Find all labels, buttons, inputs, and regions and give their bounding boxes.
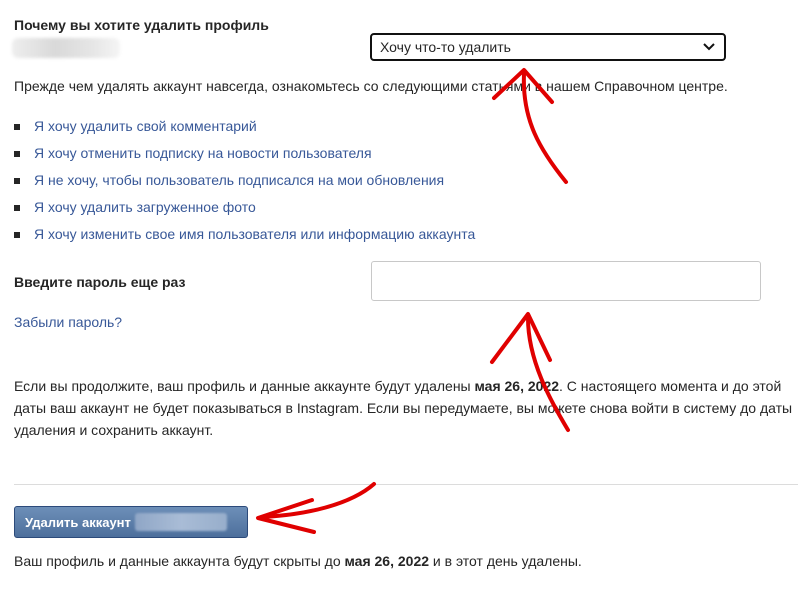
bullet-icon bbox=[14, 205, 20, 211]
arrow-annotation-button-head bbox=[258, 500, 314, 532]
bullet-icon bbox=[14, 232, 20, 238]
footer-text: Ваш профиль и данные аккаунта будут скрыты до bbox=[14, 553, 345, 569]
footer-note bbox=[14, 553, 582, 569]
bullet-icon bbox=[14, 124, 20, 130]
help-links-list bbox=[14, 112, 475, 247]
list-item bbox=[14, 193, 475, 220]
footer-date: мая 26, 2022 bbox=[344, 553, 430, 569]
list-item bbox=[14, 112, 475, 139]
list-item bbox=[14, 139, 475, 166]
reason-select[interactable] bbox=[370, 33, 726, 61]
help-link[interactable]: Я хочу изменить свое имя пользователя или информацию аккаунта bbox=[34, 225, 476, 242]
deletion-warning bbox=[14, 375, 794, 441]
delete-account-button[interactable] bbox=[14, 506, 248, 538]
list-item bbox=[14, 220, 475, 247]
reason-select-value: Хочу что-то удалить bbox=[380, 39, 511, 55]
bullet-icon bbox=[14, 151, 20, 157]
divider bbox=[14, 484, 798, 485]
help-link[interactable]: Я хочу отменить подписку на новости пользователя bbox=[34, 144, 372, 161]
warning-text: Если вы продолжите, ваш профиль и данные аккаунте будут удалены bbox=[14, 378, 475, 394]
arrow-annotation-password-head bbox=[492, 314, 550, 362]
reason-label: Почему вы хотите удалить профиль bbox=[14, 17, 269, 33]
chevron-down-icon bbox=[702, 40, 716, 54]
help-link[interactable]: Я хочу удалить загруженное фото bbox=[34, 198, 256, 215]
password-input[interactable] bbox=[371, 261, 761, 301]
forgot-password-link[interactable]: Забыли пароль? bbox=[14, 314, 123, 330]
blurred-username bbox=[12, 38, 120, 58]
warning-text-cont: . С настоящего момента и до этой даты ваш аккаунт не будет показываться в Instagram. Если вы передумаете, вы можете снова войти в систему до даты удаления и сохранить аккаунт. bbox=[14, 378, 793, 438]
blurred-username-in-button bbox=[135, 513, 227, 531]
warning-date: мая 26, 2022 bbox=[474, 378, 560, 394]
help-link[interactable]: Я хочу удалить свой комментарий bbox=[34, 117, 257, 134]
arrow-annotation-button bbox=[262, 484, 374, 517]
delete-button-label: Удалить аккаунт bbox=[25, 514, 131, 530]
footer-text-cont: и в этот день удалены. bbox=[429, 553, 582, 569]
intro-text: Прежде чем удалять аккаунт навсегда, ознакомьтесь со следующими статьями в нашем Справочном центре. bbox=[14, 78, 728, 94]
help-link[interactable]: Я не хочу, чтобы пользователь подписался на мои обновления bbox=[34, 171, 445, 188]
list-item bbox=[14, 166, 475, 193]
bullet-icon bbox=[14, 178, 20, 184]
password-label: Введите пароль еще раз bbox=[14, 274, 186, 290]
